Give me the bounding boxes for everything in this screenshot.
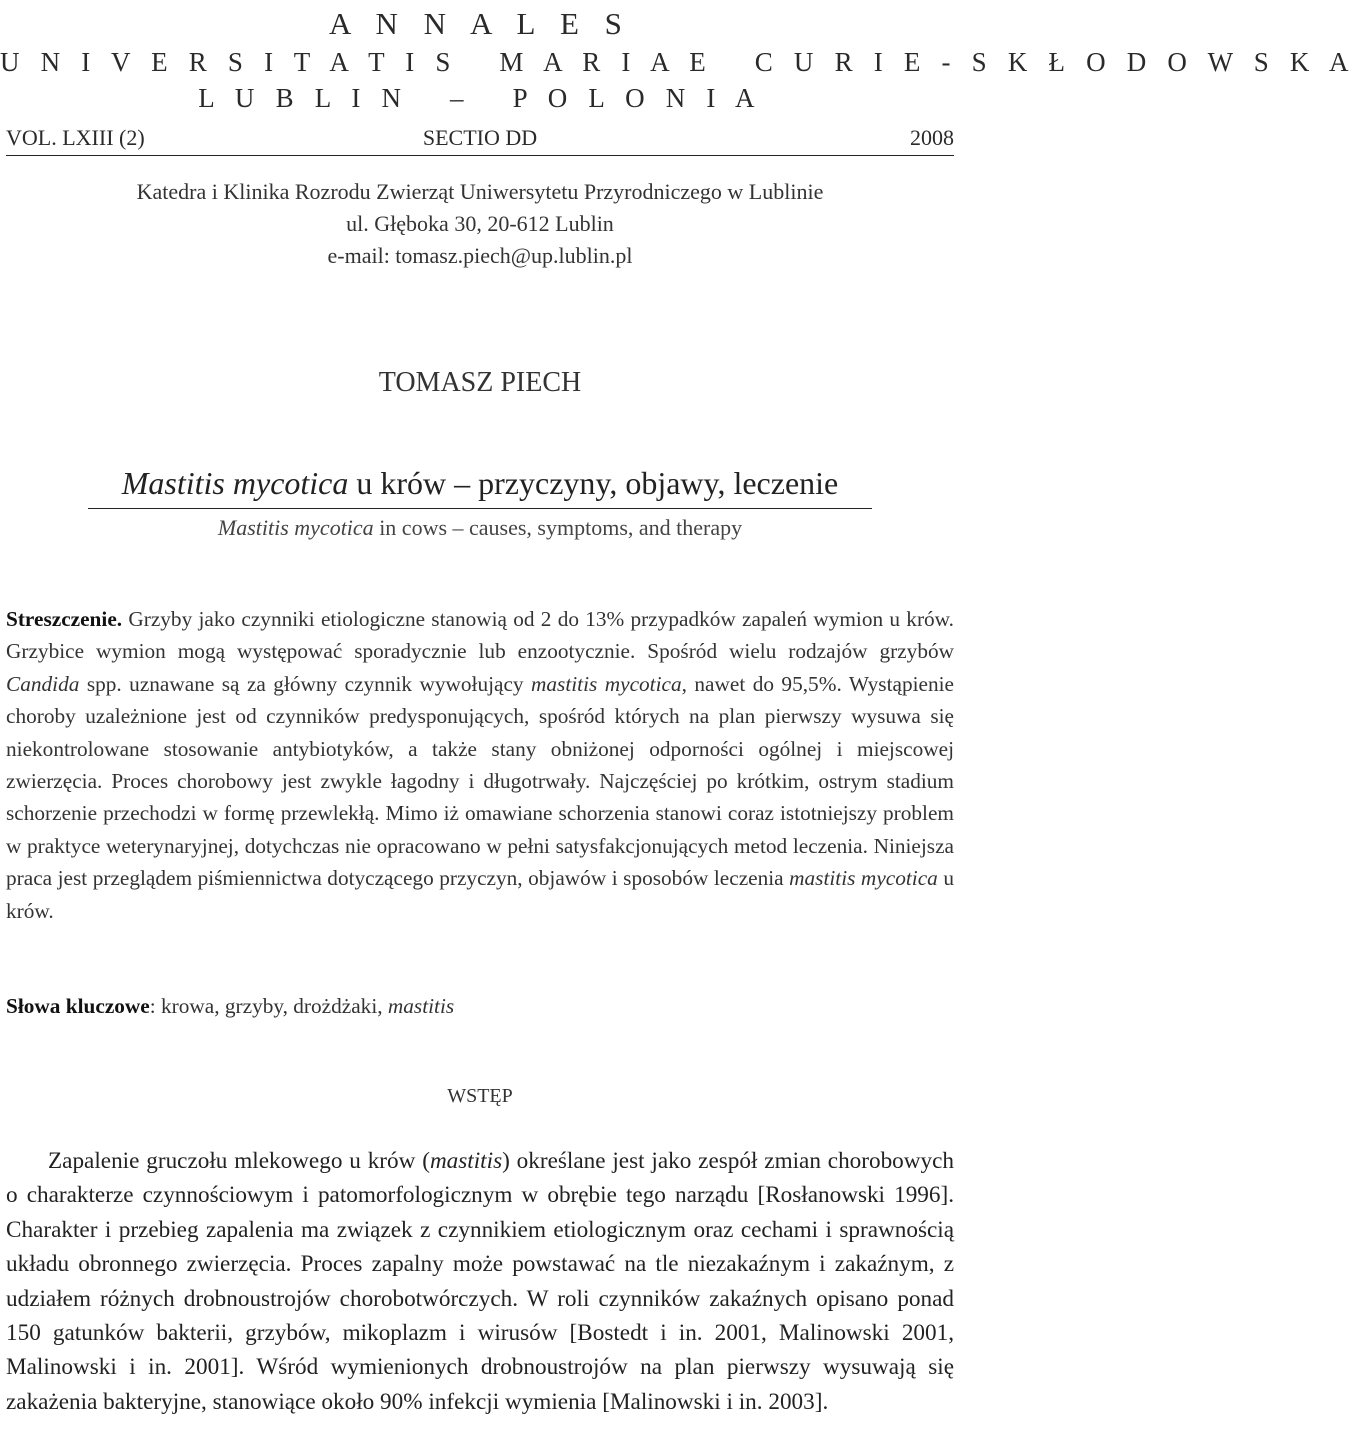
keywords-italic: mastitis	[387, 994, 455, 1018]
article-title-pl	[0, 462, 960, 504]
intro-text-2: ) określane jest jako zespół zmian chorobowych o charakterze czynnościowym i patomorfologicznym w obrębie tego narządu [Rosłanowski 1996]. Charakter i przebieg zapalenia ma związek z czynnikiem etiologicznym oraz cechami i sprawnością układu obronnego zwierzęcia. Proces zapalny może powstawać na tle niezakaźnym i zakaźnym, z udziałem różnych drobnoustrojów chorobotwórczych. W roli czynników zakaźnych opisano ponad 150 gatunków bakterii, grzybów, mikoplazm i wirusów [Bostedt i in. 2001, Malinowski 2001, Malinowski i in. 2001]. Wśród wymienionych drobnoustrojów na plan pierwszy wysuwają się zakażenia bakteryjne, stanowiące około 90% infekcji wymienia [Malinowski i in. 2003].	[6, 1148, 954, 1415]
keywords	[6, 990, 954, 1022]
intro-text-1: Zapalenie gruczołu mlekowego u krów (	[48, 1148, 430, 1174]
journal-university: U N I V E R S I T A T I S M A R I A E C U R I E - S K Ł O D O W S K A	[0, 47, 1356, 77]
title-en-rest: in cows – causes, symptoms, and therapy	[373, 515, 743, 540]
keywords-text: : krowa, grzyby, drożdżaki,	[149, 994, 388, 1018]
introduction-paragraph	[6, 1144, 954, 1419]
abstract-label: Streszczenie.	[6, 607, 123, 631]
journal-city: L U B L I N – P O L O N I A	[198, 83, 762, 113]
abstract-paragraph	[6, 603, 954, 927]
affiliation-department: Katedra i Klinika Rozrodu Zwierząt Uniwersytetu Przyrodniczego w Lublinie	[136, 179, 824, 204]
article-title-en	[0, 512, 960, 544]
abstract	[6, 603, 954, 927]
journal-name: A N N A L E S	[329, 6, 631, 41]
abstract-text-2: spp. uznawane są za główny czynnik wywołujący	[79, 671, 532, 696]
section-heading: WSTĘP	[447, 1085, 513, 1107]
abstract-text-3: , nawet do 95,5%. Wystąpienie choroby uzależnione jest od czynników predysponujących, spośród których na plan pierwszy wysuwa się niekontrolowane stosowanie antybiotyków, a także stany obniżonej odporności ogólnej i miejscowej zwierzęcia. Proces chorobowy jest zwykle łagodny i długotrwały. Najczęściej po krótkim, ostrym stadium schorzenie przechodzi w formę przewlekłą. Mimo iż omawiane schorzenia stanowi coraz istotniejszy problem w praktyce weterynaryjnej, dotychczas nie opracowano w pełni satysfakcjonujących metod leczenia. Niniejsza praca jest przeglądem piśmiennictwa dotyczącego przyczyn, objawów i sposobów leczenia	[6, 671, 954, 891]
abstract-mastitis-1: mastitis mycotica	[531, 671, 682, 696]
journal-section: SECTIO DD	[422, 125, 538, 150]
intro-mastitis: mastitis	[429, 1148, 503, 1174]
title-pl-rest: u krów – przyczyny, objawy, leczenie	[348, 465, 839, 501]
abstract-text-1: Grzyby jako czynniki etiologiczne stanowią od 2 do 13% przypadków zapaleń wymion u krów. Grzybice wymion mogą występować sporadycznie lub enzootycznie. Spośród wielu rodzajów grzybów	[6, 607, 954, 664]
affiliation-address: ul. Głęboka 30, 20-612 Lublin	[346, 211, 614, 236]
abstract-text-4: u krów.	[6, 866, 954, 923]
author-name: TOMASZ PIECH	[378, 367, 582, 398]
volume-row	[6, 122, 954, 154]
introduction-body	[6, 1144, 954, 1419]
header-divider	[6, 155, 954, 156]
abstract-candida: Candida	[6, 671, 80, 696]
title-pl-italic: Mastitis mycotica	[121, 465, 349, 501]
abstract-mastitis-2: mastitis mycotica	[789, 866, 938, 891]
publication-year: 2008	[910, 125, 954, 150]
title-en-italic: Mastitis mycotica	[217, 515, 374, 540]
affiliation-email: e-mail: tomasz.piech@up.lublin.pl	[327, 243, 633, 268]
keywords-label: Słowa kluczowe	[6, 994, 150, 1018]
title-underline	[88, 508, 872, 509]
volume-number: VOL. LXIII (2)	[6, 125, 145, 150]
